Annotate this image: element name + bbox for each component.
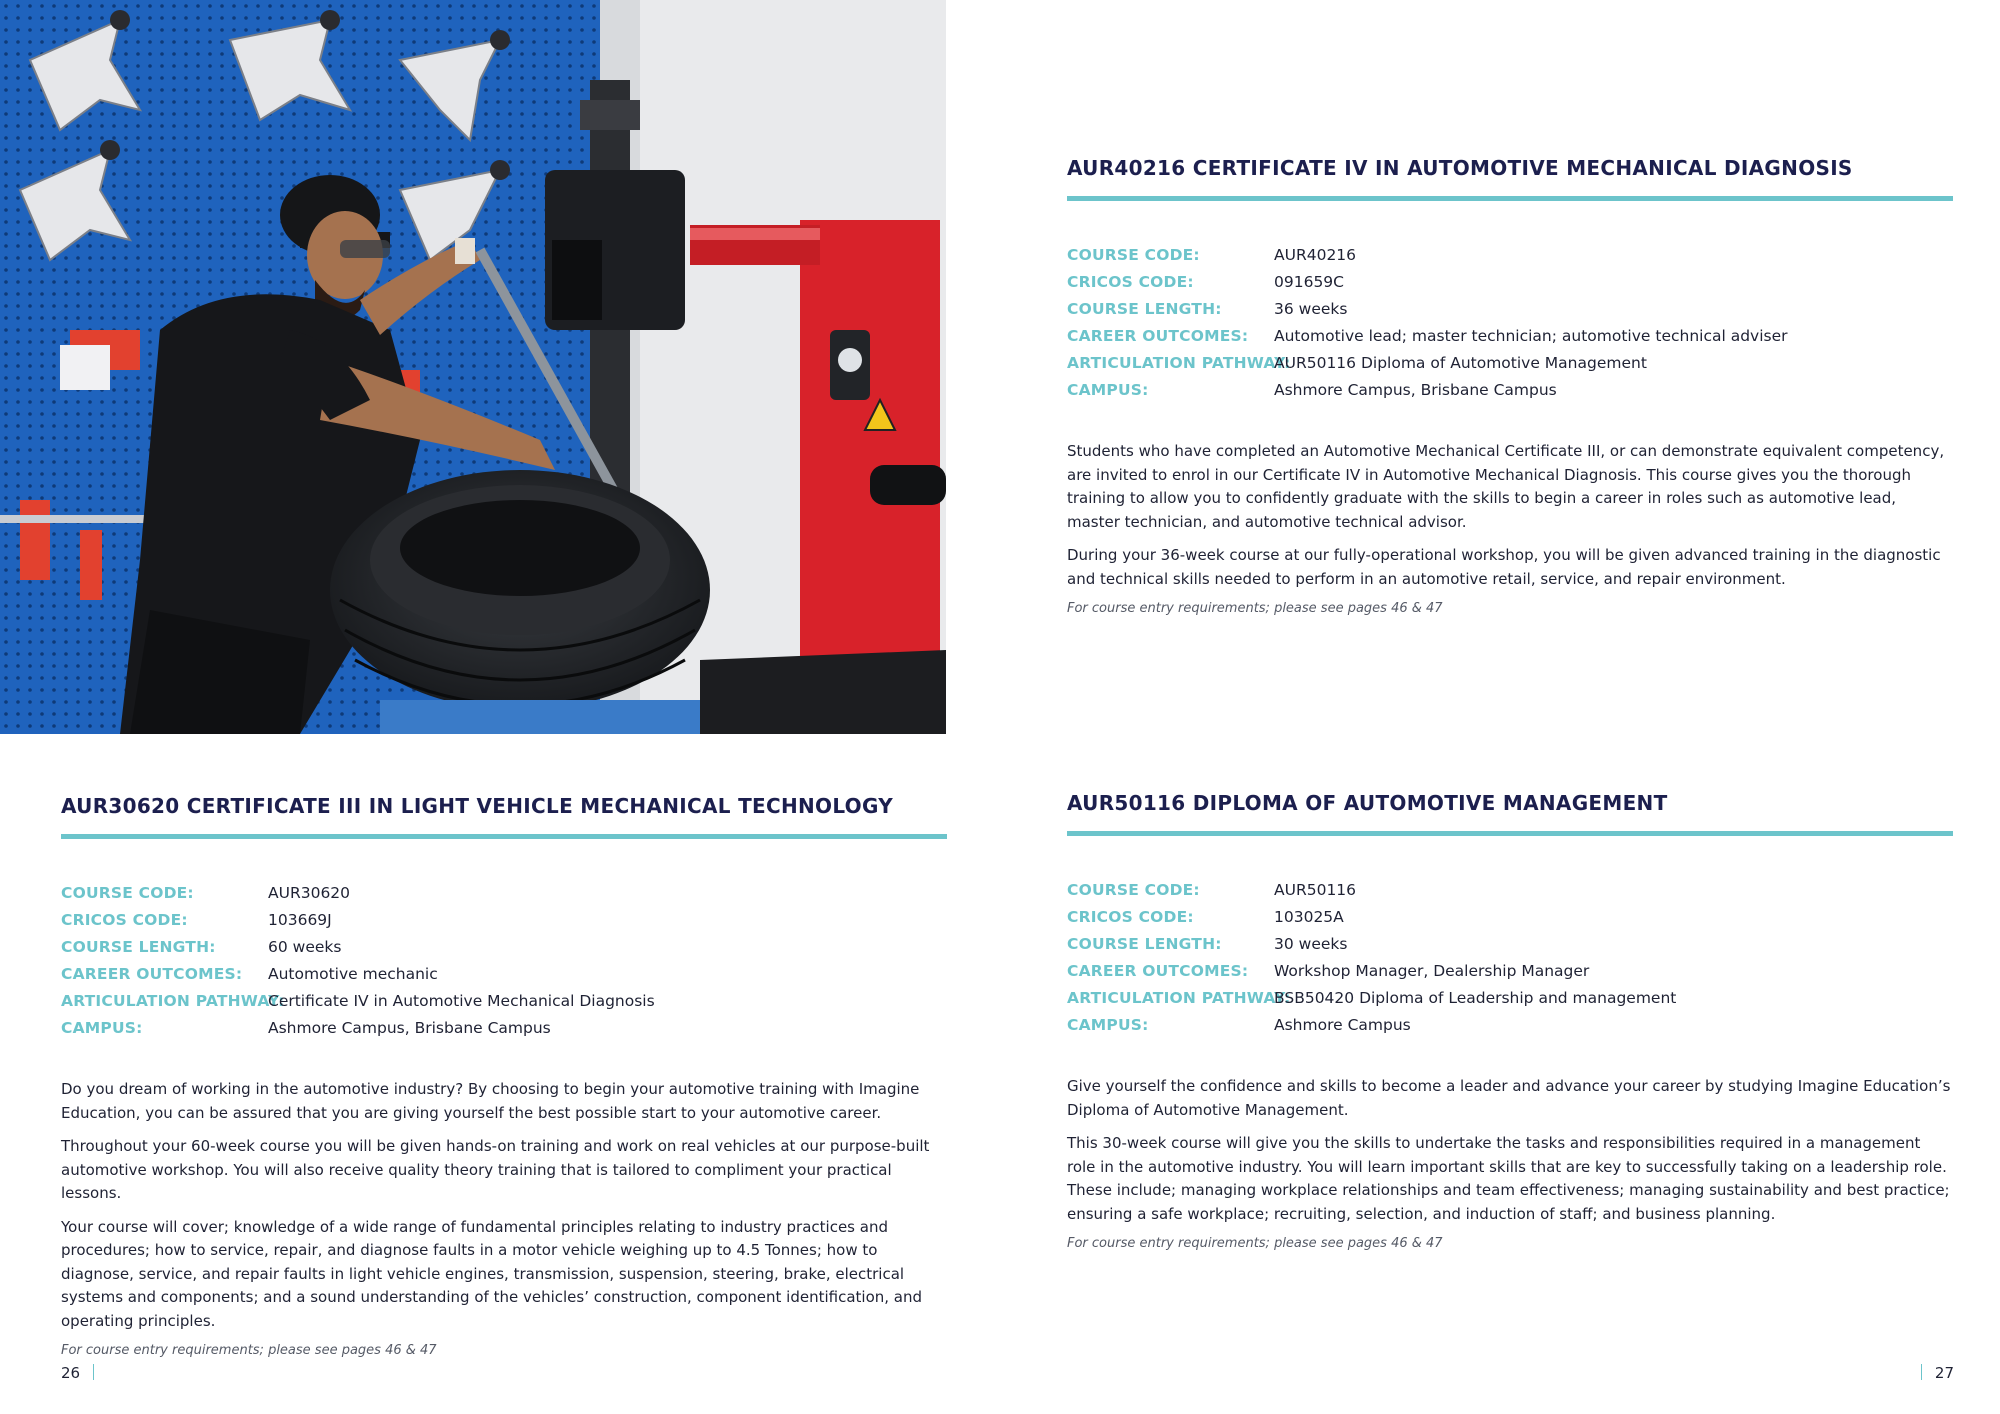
entry-requirements-note: For course entry requirements; please see pages 46 & 47 <box>61 1343 437 1358</box>
course-block-cert-iii <box>61 792 947 1358</box>
fact-value: Ashmore Campus, Brisbane Campus <box>1274 380 1557 399</box>
title-divider <box>1067 196 1953 201</box>
fact-cricos-code <box>1067 903 1953 930</box>
fact-course-length <box>1067 930 1953 957</box>
page-number-value: 26 <box>61 1364 81 1382</box>
course-block-cert-iv <box>1067 154 1953 616</box>
fact-value: Certificate IV in Automotive Mechanical Diagnosis <box>268 991 655 1010</box>
page-number-divider <box>1921 1364 1923 1380</box>
description-paragraph: Students who have completed an Automotive Mechanical Certificate III, or can demonstrate equivalent competency, are invited to enrol in our Certificate IV in Automotive Mechanical Diagnosis. This course gives you the thorough training to allow you to confidently graduate with the skills to begin a career in roles such as automotive lead, master technician, and automotive technical advisor. <box>1067 442 1945 531</box>
fact-cricos-code <box>61 906 947 933</box>
photo-illustration <box>0 0 946 734</box>
fact-articulation-pathway <box>1067 349 1953 376</box>
fact-career-outcomes <box>61 960 947 987</box>
page-number-divider <box>93 1364 95 1380</box>
fact-label: COURSE LENGTH: <box>61 937 216 956</box>
description-paragraph: Your course will cover; knowledge of a wide range of fundamental principles relating to industry practices and procedures; how to service, repair, and diagnose faults in a motor vehicle weighing up to 4.5 Tonnes; how to diagnose, service, and repair faults in light vehicle engines, transmission, suspension, steering, brake, electrical systems and components; and a sound understanding of the vehicles’ construction, component identification, and operating principles. <box>61 1217 923 1330</box>
fact-articulation-pathway <box>61 987 947 1014</box>
fact-value: BSB50420 Diploma of Leadership and management <box>1274 988 1677 1007</box>
course-facts <box>61 879 947 1041</box>
course-description <box>1067 1075 1953 1251</box>
course-title: AUR50116 DIPLOMA OF AUTOMOTIVE MANAGEMENT <box>1067 791 1668 815</box>
fact-campus <box>1067 376 1953 403</box>
fact-label: ARTICULATION PATHWAY: <box>1067 353 1291 372</box>
entry-requirements-note: For course entry requirements; please see pages 46 & 47 <box>1067 601 1443 616</box>
fact-label: CAMPUS: <box>1067 380 1149 399</box>
description-paragraph: Do you dream of working in the automotive industry? By choosing to begin your automotive training with Imagine Education, you can be assured that you are giving yourself the best possible start to your automotive career. <box>61 1080 920 1122</box>
fact-label: COURSE LENGTH: <box>1067 299 1222 318</box>
description-paragraph: Throughout your 60-week course you will be given hands-on training and work on real vehicles at our purpose-built automotive workshop. You will also receive quality theory training that is tailored to compliment your practical lessons. <box>61 1137 930 1202</box>
course-facts <box>1067 876 1953 1038</box>
course-description <box>1067 440 1953 616</box>
fact-value: 091659C <box>1274 272 1344 291</box>
course-title: AUR40216 CERTIFICATE IV IN AUTOMOTIVE MECHANICAL DIAGNOSIS <box>1067 156 1853 180</box>
fact-label: ARTICULATION PATHWAY: <box>1067 988 1291 1007</box>
fact-career-outcomes <box>1067 957 1953 984</box>
fact-label: COURSE CODE: <box>61 883 194 902</box>
entry-requirements-note: For course entry requirements; please see pages 46 & 47 <box>1067 1236 1443 1251</box>
fact-value: Automotive lead; master technician; automotive technical adviser <box>1274 326 1788 345</box>
description-paragraph: This 30-week course will give you the skills to undertake the tasks and responsibilities required in a management role in the automotive industry. You will learn important skills that are key to successfully taking on a leadership role. These include; managing workplace relationships and team effectiveness; managing sustainability and best practice; ensuring a safe workplace; recruiting, selection, and induction of staff; and business planning. <box>1067 1134 1950 1223</box>
course-description <box>61 1078 947 1358</box>
fact-course-code <box>1067 876 1953 903</box>
page-number-value: 27 <box>1934 1364 1954 1382</box>
fact-label: COURSE CODE: <box>1067 880 1200 899</box>
fact-label: CRICOS CODE: <box>61 910 188 929</box>
fact-value: Ashmore Campus <box>1274 1015 1411 1034</box>
fact-value: AUR30620 <box>268 883 351 902</box>
fact-label: COURSE CODE: <box>1067 245 1200 264</box>
fact-course-code <box>1067 241 1953 268</box>
fact-label: CAMPUS: <box>61 1018 143 1037</box>
fact-value: Ashmore Campus, Brisbane Campus <box>268 1018 551 1037</box>
fact-label: CRICOS CODE: <box>1067 907 1194 926</box>
photo-mechanic-tyre-changer <box>0 0 946 734</box>
fact-value: 36 weeks <box>1274 299 1348 318</box>
fact-value: 103025A <box>1274 907 1344 926</box>
fact-articulation-pathway <box>1067 984 1953 1011</box>
fact-cricos-code <box>1067 268 1953 295</box>
fact-label: CAREER OUTCOMES: <box>61 964 243 983</box>
course-facts <box>1067 241 1953 403</box>
fact-campus <box>61 1014 947 1041</box>
fact-value: AUR50116 Diploma of Automotive Management <box>1274 353 1647 372</box>
fact-course-length <box>1067 295 1953 322</box>
fact-campus <box>1067 1011 1953 1038</box>
title-divider <box>1067 831 1953 836</box>
fact-value: 30 weeks <box>1274 934 1348 953</box>
fact-value: 60 weeks <box>268 937 342 956</box>
fact-label: CAREER OUTCOMES: <box>1067 961 1249 980</box>
fact-course-code <box>61 879 947 906</box>
fact-value: AUR40216 <box>1274 245 1357 264</box>
fact-career-outcomes <box>1067 322 1953 349</box>
title-divider <box>61 834 947 839</box>
fact-value: 103669J <box>268 910 332 929</box>
fact-course-length <box>61 933 947 960</box>
fact-label: ARTICULATION PATHWAY: <box>61 991 285 1010</box>
fact-value: Automotive mechanic <box>268 964 438 983</box>
description-paragraph: During your 36-week course at our fully-operational workshop, you will be given advanced training in the diagnostic and technical skills needed to perform in an automotive retail, service, and repair environment. <box>1067 546 1941 588</box>
fact-value: AUR50116 <box>1274 880 1357 899</box>
fact-label: CAMPUS: <box>1067 1015 1149 1034</box>
page-number-left <box>61 1364 94 1382</box>
course-block-diploma <box>1067 789 1953 1251</box>
page-number-right <box>1921 1364 1954 1382</box>
fact-label: CAREER OUTCOMES: <box>1067 326 1249 345</box>
description-paragraph: Give yourself the confidence and skills to become a leader and advance your career by studying Imagine Education’s Diploma of Automotive Management. <box>1067 1077 1951 1119</box>
fact-value: Workshop Manager, Dealership Manager <box>1274 961 1590 980</box>
fact-label: CRICOS CODE: <box>1067 272 1194 291</box>
course-title: AUR30620 CERTIFICATE III IN LIGHT VEHICLE MECHANICAL TECHNOLOGY <box>61 794 894 818</box>
fact-label: COURSE LENGTH: <box>1067 934 1222 953</box>
